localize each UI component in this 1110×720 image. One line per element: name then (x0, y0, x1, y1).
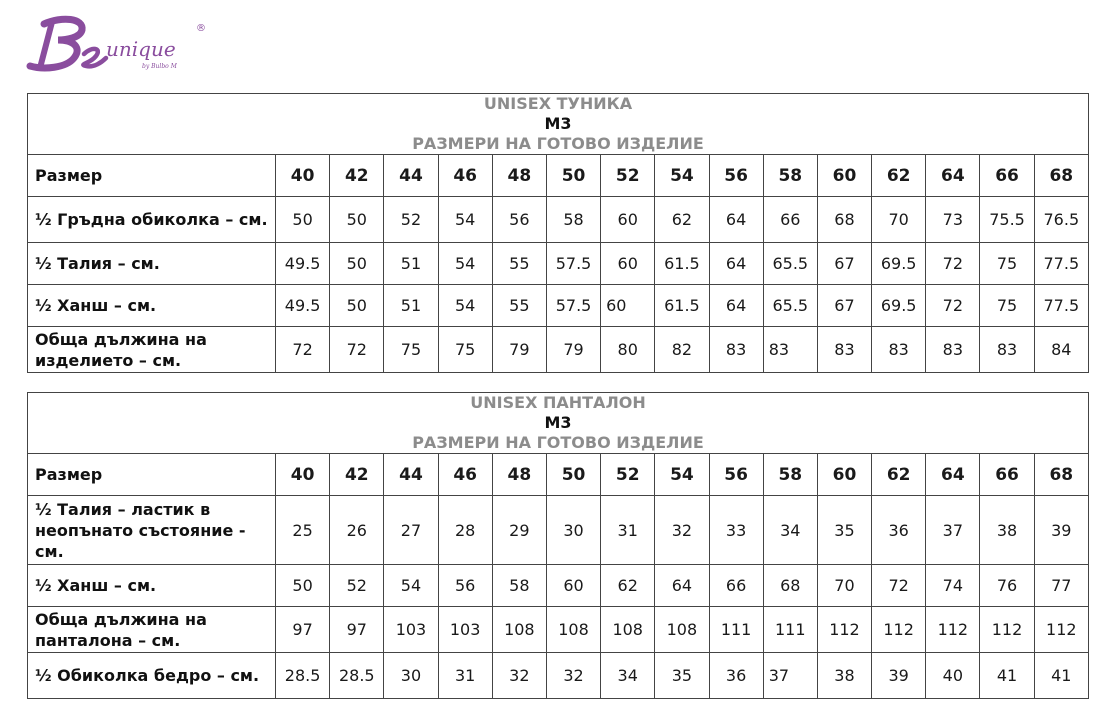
table-cell: 37 (763, 653, 817, 699)
table-cell: 29 (492, 496, 546, 565)
size-header-cell: 68 (1034, 155, 1088, 197)
table-cell: 72 (330, 327, 384, 373)
table-cell: 51 (384, 285, 438, 327)
tunic-size-table (27, 93, 1089, 373)
table-cell: 40 (926, 653, 980, 699)
table-cell: 54 (384, 565, 438, 607)
size-header-cell: 68 (1034, 454, 1088, 496)
table-cell: 32 (492, 653, 546, 699)
table-cell: 111 (763, 607, 817, 653)
table-cell: 51 (384, 243, 438, 285)
table-cell: 64 (709, 285, 763, 327)
table-cell: 68 (817, 197, 871, 243)
pants-title: UNISEX ПАНТАЛОН (470, 393, 646, 412)
table-cell: 31 (438, 653, 492, 699)
table-cell: 72 (276, 327, 330, 373)
size-header-cell: 62 (872, 454, 926, 496)
table-cell: 56 (492, 197, 546, 243)
table-cell: 79 (492, 327, 546, 373)
table-cell: 77.5 (1034, 243, 1088, 285)
table-cell: 72 (926, 285, 980, 327)
row-label: ½ Ханш – см. (28, 565, 276, 607)
table-cell: 50 (276, 565, 330, 607)
table-cell: 56 (438, 565, 492, 607)
table-cell: 62 (655, 197, 709, 243)
size-header-cell: 64 (926, 155, 980, 197)
table-cell: 31 (601, 496, 655, 565)
size-header-cell: 44 (384, 454, 438, 496)
size-header-cell: 50 (546, 155, 600, 197)
table-cell: 32 (546, 653, 600, 699)
table-cell: 112 (872, 607, 926, 653)
table-cell: 58 (492, 565, 546, 607)
table-cell: 97 (276, 607, 330, 653)
table-row (28, 243, 1089, 285)
size-header-cell: 66 (980, 454, 1034, 496)
table-cell: 75.5 (980, 197, 1034, 243)
table-cell: 50 (330, 285, 384, 327)
table-cell: 103 (384, 607, 438, 653)
table-cell: 57.5 (546, 243, 600, 285)
table-cell: 58 (546, 197, 600, 243)
tunic-size-row (28, 155, 1089, 197)
table-cell: 97 (330, 607, 384, 653)
table-cell: 60 (601, 285, 655, 327)
table-cell: 111 (709, 607, 763, 653)
table-cell: 50 (330, 197, 384, 243)
table-cell: 75 (438, 327, 492, 373)
size-header-cell: 60 (817, 155, 871, 197)
row-label: ½ Гръдна обиколка – см. (28, 197, 276, 243)
tunic-subtitle: РАЗМЕРИ НА ГОТОВО ИЗДЕЛИЕ (412, 134, 704, 153)
table-cell: 55 (492, 285, 546, 327)
tunic-table-header (28, 94, 1089, 155)
size-header-cell: 62 (872, 155, 926, 197)
table-cell: 83 (872, 327, 926, 373)
table-cell: 35 (655, 653, 709, 699)
table-cell: 83 (763, 327, 817, 373)
size-header-cell: 64 (926, 454, 980, 496)
table-cell: 103 (438, 607, 492, 653)
table-cell: 28 (438, 496, 492, 565)
table-row (28, 496, 1089, 565)
table-cell: 77.5 (1034, 285, 1088, 327)
table-cell: 34 (763, 496, 817, 565)
table-cell: 112 (980, 607, 1034, 653)
table-cell: 83 (817, 327, 871, 373)
table-row (28, 327, 1089, 373)
table-cell: 108 (492, 607, 546, 653)
size-header-cell: 46 (438, 155, 492, 197)
table-cell: 84 (1034, 327, 1088, 373)
size-header-cell: 56 (709, 155, 763, 197)
size-label: Размер (28, 454, 276, 496)
table-cell: 67 (817, 285, 871, 327)
table-cell: 66 (709, 565, 763, 607)
size-header-cell: 66 (980, 155, 1034, 197)
table-cell: 112 (926, 607, 980, 653)
table-cell: 68 (763, 565, 817, 607)
table-cell: 39 (872, 653, 926, 699)
row-label: ½ Обиколка бедро – см. (28, 653, 276, 699)
table-cell: 79 (546, 327, 600, 373)
table-cell: 74 (926, 565, 980, 607)
table-cell: 54 (438, 285, 492, 327)
table-cell: 41 (980, 653, 1034, 699)
table-cell: 73 (926, 197, 980, 243)
table-cell: 77 (1034, 565, 1088, 607)
table-cell: 60 (601, 197, 655, 243)
table-cell: 82 (655, 327, 709, 373)
table-cell: 55 (492, 243, 546, 285)
size-header-cell: 54 (655, 454, 709, 496)
table-cell: 32 (655, 496, 709, 565)
size-header-cell: 44 (384, 155, 438, 197)
pants-model: M3 (544, 413, 572, 432)
size-label: Размер (28, 155, 276, 197)
table-cell: 38 (980, 496, 1034, 565)
size-header-cell: 50 (546, 454, 600, 496)
svg-text:unique: unique (106, 37, 176, 61)
table-cell: 64 (709, 197, 763, 243)
table-cell: 28.5 (330, 653, 384, 699)
size-header-cell: 48 (492, 454, 546, 496)
table-cell: 26 (330, 496, 384, 565)
row-label: ½ Талия – см. (28, 243, 276, 285)
table-cell: 54 (438, 243, 492, 285)
table-cell: 57.5 (546, 285, 600, 327)
size-header-cell: 52 (601, 454, 655, 496)
size-header-cell: 40 (276, 155, 330, 197)
table-cell: 112 (817, 607, 871, 653)
table-cell: 36 (872, 496, 926, 565)
table-cell: 64 (709, 243, 763, 285)
table-cell: 52 (330, 565, 384, 607)
table-row (28, 565, 1089, 607)
table-cell: 69.5 (872, 285, 926, 327)
table-cell: 66 (763, 197, 817, 243)
table-cell: 72 (872, 565, 926, 607)
table-cell: 54 (438, 197, 492, 243)
table-cell: 69.5 (872, 243, 926, 285)
table-cell: 49.5 (276, 243, 330, 285)
registered-mark: ® (196, 23, 206, 34)
size-header-cell: 40 (276, 454, 330, 496)
tunic-title: UNISEX ТУНИКА (483, 94, 633, 113)
size-header-cell: 58 (763, 155, 817, 197)
pants-subtitle: РАЗМЕРИ НА ГОТОВО ИЗДЕЛИЕ (412, 433, 704, 452)
row-label: ½ Талия – ластик в неопънато състояние - см. (28, 496, 276, 565)
size-header-cell: 56 (709, 454, 763, 496)
table-cell: 83 (980, 327, 1034, 373)
pants-table-header (28, 393, 1089, 454)
row-label: Обща дължина на панталона – см. (28, 607, 276, 653)
row-label: ½ Ханш – см. (28, 285, 276, 327)
table-cell: 70 (817, 565, 871, 607)
table-cell: 50 (276, 197, 330, 243)
table-cell: 108 (655, 607, 709, 653)
svg-text:by Bulbo M: by Bulbo M (142, 63, 177, 70)
table-cell: 76 (980, 565, 1034, 607)
table-cell: 37 (926, 496, 980, 565)
table-cell: 25 (276, 496, 330, 565)
table-cell: 27 (384, 496, 438, 565)
table-cell: 52 (384, 197, 438, 243)
size-header-cell: 54 (655, 155, 709, 197)
table-cell: 112 (1034, 607, 1088, 653)
table-cell: 60 (546, 565, 600, 607)
table-cell: 61.5 (655, 243, 709, 285)
table-cell: 49.5 (276, 285, 330, 327)
table-row (28, 653, 1089, 699)
table-cell: 62 (601, 565, 655, 607)
table-cell: 83 (709, 327, 763, 373)
pants-size-row (28, 454, 1089, 496)
table-row (28, 197, 1089, 243)
table-cell: 83 (926, 327, 980, 373)
row-label: Обща дължина на изделието – см. (28, 327, 276, 373)
table-row (28, 607, 1089, 653)
table-cell: 75 (980, 285, 1034, 327)
table-cell: 75 (980, 243, 1034, 285)
table-cell: 35 (817, 496, 871, 565)
table-row (28, 285, 1089, 327)
table-cell: 50 (330, 243, 384, 285)
size-header-cell: 48 (492, 155, 546, 197)
table-cell: 39 (1034, 496, 1088, 565)
logo-mark (22, 10, 192, 78)
size-header-cell: 42 (330, 155, 384, 197)
table-cell: 28.5 (276, 653, 330, 699)
size-header-cell: 42 (330, 454, 384, 496)
table-cell: 33 (709, 496, 763, 565)
table-cell: 65.5 (763, 285, 817, 327)
table-cell: 64 (655, 565, 709, 607)
table-cell: 41 (1034, 653, 1088, 699)
table-cell: 67 (817, 243, 871, 285)
tunic-model: M3 (544, 114, 572, 133)
pants-size-table (27, 392, 1089, 699)
table-cell: 38 (817, 653, 871, 699)
table-cell: 80 (601, 327, 655, 373)
size-header-cell: 58 (763, 454, 817, 496)
table-cell: 36 (709, 653, 763, 699)
table-cell: 76.5 (1034, 197, 1088, 243)
table-cell: 30 (546, 496, 600, 565)
table-cell: 70 (872, 197, 926, 243)
table-cell: 30 (384, 653, 438, 699)
size-header-cell: 60 (817, 454, 871, 496)
brand-logo (22, 10, 206, 78)
size-header-cell: 52 (601, 155, 655, 197)
table-cell: 34 (601, 653, 655, 699)
size-header-cell: 46 (438, 454, 492, 496)
table-cell: 61.5 (655, 285, 709, 327)
table-cell: 60 (601, 243, 655, 285)
table-cell: 108 (546, 607, 600, 653)
table-cell: 65.5 (763, 243, 817, 285)
table-cell: 72 (926, 243, 980, 285)
table-cell: 75 (384, 327, 438, 373)
table-cell: 108 (601, 607, 655, 653)
